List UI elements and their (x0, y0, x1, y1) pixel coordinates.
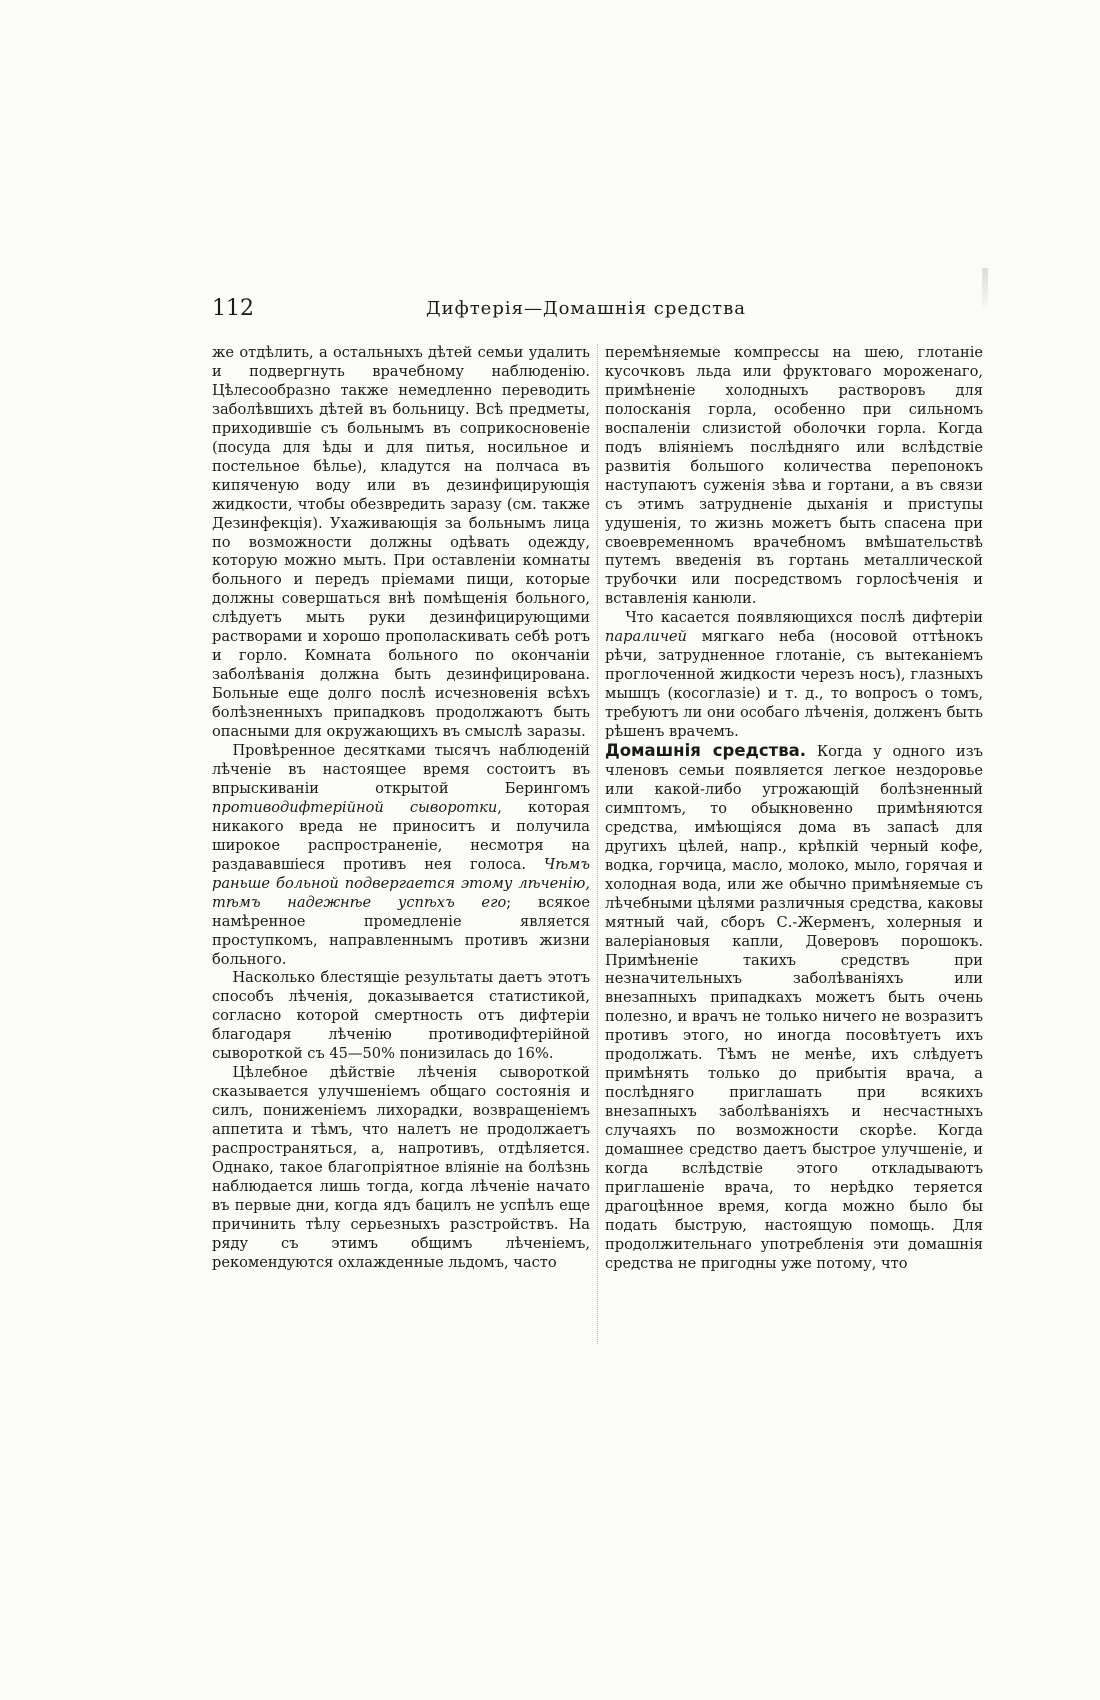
text-run: ; всякое намѣренное промедленіе является проступкомъ, направленнымъ противъ жизни больного. (212, 893, 590, 968)
right-paragraph-3 (605, 742, 983, 1274)
italic-emphasis: Чѣмъ раньше больной подвергается этому лѣченію, тѣмъ надежнѣе успѣхъ его (212, 855, 590, 911)
left-paragraph-4: Цѣлебное дѣйствіе лѣченія сывороткой сказывается улучшеніемъ общаго состоянія и силъ, пониженіемъ лихорадки, возвращеніемъ аппетита и тѣмъ, что налетъ не продолжаетъ распространяться, а, напротивъ, отдѣляется. Однако, такое благопріятное вліяніе на болѣзнь наблюдается лишь тогда, когда лѣченіе начато въ первые дни, когда ядъ бацилъ не успѣлъ еще причинить тѣлу серьезныхъ разстройствъ. На ряду съ этимъ общимъ лѣченіемъ, рекомендуются охлажденные льдомъ, часто (212, 1064, 590, 1271)
page-number: 112 (212, 296, 254, 321)
text-run: мягкаго неба (носовой оттѣнокъ рѣчи, затрудненное глотаніе, съ вытеканіемъ проглоченной жидкости черезъ носъ), глазныхъ мышцъ (косоглазіе) и т. д., то вопросъ о томъ, требуютъ ли они особаго лѣченія, долженъ быть рѣшенъ врачемъ. (605, 628, 983, 741)
left-column (212, 344, 590, 1354)
page-header (212, 296, 978, 326)
text-run: Что касается появляющихся послѣ дифтеріи (625, 609, 983, 627)
italic-term: противодифтерійной сыворотки (212, 798, 498, 816)
page-edge-mark (982, 268, 988, 308)
column-divider (597, 344, 598, 1344)
right-column (605, 344, 983, 1354)
text-run: Когда у одного изъ членовъ семьи появляется легкое нездоровье или какой-либо угрожающій болѣзненный симптомъ, то обыкновенно примѣняются средства, имѣющіяся дома въ запасѣ для другихъ цѣлей, напр., крѣпкій черный кофе, водка, горчица, масло, молоко, мыло, горячая и холодная вода, или же обычно примѣняемые съ лѣчебными цѣлями различныя средства, каковы мятный чай, сборъ С.-Жерменъ, холерныя и валеріановыя капли, Доверовъ порошокъ. Примѣненіе такихъ средствъ при незначительныхъ заболѣваніяхъ или внезапныхъ припадкахъ можетъ быть очень полезно, и врачъ не только ничего не возразитъ противъ этого, но иногда посовѣтуетъ ихъ продолжать. Тѣмъ не менѣе, ихъ слѣдуетъ примѣнять только до прибытія врача, а послѣдняго приглашать при всякихъ внезапныхъ заболѣваніяхъ и несчастныхъ случаяхъ по возможности скорѣе. Когда домашнее средство даетъ быстрое улучшеніе, и когда вслѣдствіе этого откладываютъ приглашеніе врача, то нерѣдко теряется драгоцѣнное время, когда можно было бы подать быструю, настоящую помощь. Для продолжительнаго употребленія эти домашнія средства не пригодны уже потому, что (605, 743, 983, 1272)
right-paragraph-1: перемѣняемые компрессы на шею, глотаніе кусочковъ льда или фруктоваго мороженаго, примѣненіе холодныхъ растворовъ для полосканія горла, особенно при сильномъ воспаленіи слизистой оболочки горла. Когда подъ вліяніемъ послѣдняго или вслѣдствіе развитія большого количества перепонокъ наступаютъ суженія зѣва и гортани, а въ связи съ этимъ затрудненіе дыханія и приступы удушенія, то жизнь можетъ быть спасена при своевременномъ врачебномъ вмѣшательствѣ путемъ введенія въ гортань металлической трубочки или посредствомъ горлосѣченія и вставленія канюли. (605, 344, 983, 608)
text-run: Провѣренное десятками тысячъ наблюденій лѣченіе въ настоящее время состоитъ въ впрыскиваніи открытой Берингомъ (212, 742, 590, 797)
left-paragraph-2 (212, 742, 590, 969)
section-heading: Домашнія средства. (605, 741, 807, 761)
right-paragraph-2 (605, 609, 983, 742)
running-head: Дифтерія—Домашнія средства (426, 298, 746, 319)
italic-term: параличей (605, 628, 687, 646)
left-paragraph-3: Насколько блестящіе результаты даетъ этотъ способъ лѣченія, доказывается статистикой, согласно которой смертность отъ дифтеріи благодаря лѣченію противодифтерійной сывороткой съ 45—50% понизилась до 16%. (212, 969, 590, 1063)
text-run: , которая никакого вреда не приноситъ и получила широкое распространеніе, несмотря на раздававшіеся противъ нея голоса. (212, 798, 590, 873)
left-paragraph-1: же отдѣлить, а остальныхъ дѣтей семьи удалить и подвергнуть врачебному наблюденію. Цѣлесообразно также немедленно переводить заболѣвшихъ дѣтей въ больницу. Всѣ предметы, приходившіе съ больнымъ въ соприкосновеніе (посуда для ѣды и для питья, носильное и постельное бѣлье), кладутся на полчаса въ кипяченую воду или въ дезинфицирующія жидкости, чтобы обезвредить заразу (см. также Дезинфекція). Ухаживающія за больнымъ лица по возможности должны одѣвать одежду, которую можно мыть. При оставленіи комнаты больного и передъ пріемами пищи, которые должны совершаться внѣ помѣщенія больного, слѣдуетъ мыть руки дезинфицирующими растворами и хорошо прополаскивать себѣ ротъ и горло. Комната больного по окончаніи заболѣванія должна быть дезинфицирована. Больные еще долго послѣ исчезновенія всѣхъ болѣзненныхъ припадковъ продолжаютъ быть опасными для окружающихъ въ смыслѣ заразы. (212, 344, 590, 741)
